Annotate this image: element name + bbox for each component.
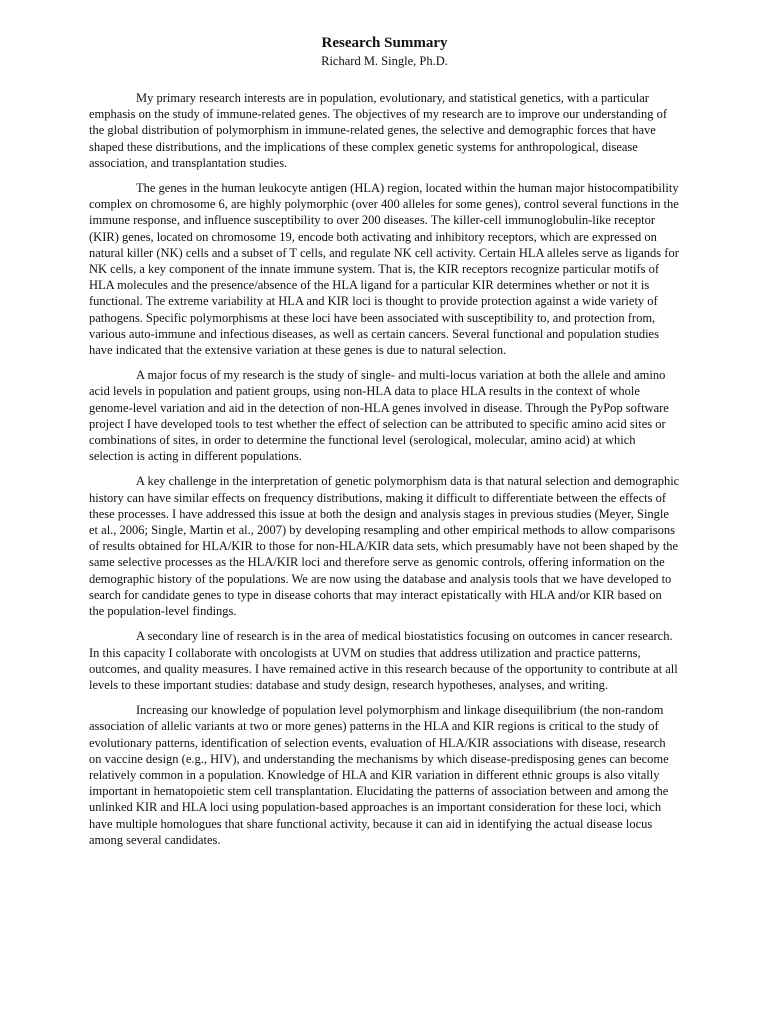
document-title: Research Summary [321, 35, 448, 51]
paragraph-research-interests: My primary research interests are in population, evolutionary, and statistical genetics, with a particular emphasis on the study of immune-related genes. The objectives of my research are to improve our understanding of the global distribution of polymorphism in immune-related genes, the selective and demographic forces that have shaped these distributions, and the implications of these complex genetic systems for anthropological, disease association, and transplantation studies. [89, 91, 668, 170]
paragraph-major-focus: A major focus of my research is the study of single- and multi-locus variation at both the allele and amino acid levels in population and patient groups, using non-HLA data to place HLA results in the context of whole genome-level variation and aid in the detection of non-HLA genes involved in disease. Through the PyPop software project I have developed tools to test whether the effect of selection can be attributed to specific amino acid sites or combinations of sites, in order to determine the functional level (serological, molecular, amino acid) at which selection is acting in different populations. [89, 368, 669, 464]
paragraph-key-challenge: A key challenge in the interpretation of genetic polymorphism data is that natural selection and demographic history can have similar effects on frequency distributions, making it difficult to differentiate between the effects of these processes. I have addressed this issue at both the design and analysis stages in previous studies (Meyer, Single et al., 2006; Single, Martin et al., 2007) by developing resampling and other empirical methods to allow comparisons of results obtained for HLA/KIR to those for non-HLA/KIR data sets, which presumably have not been shaped by the same selective processes as the HLA/KIR loci and therefore serve as genomic controls, offering information on the demographic history of the populations. We are now using the database and analysis tools that we have developed to search for candidate genes to type in disease cohorts that may interact epistatically with HLA and/or KIR based on the population-level findings. [89, 474, 680, 619]
paragraph-secondary-research: A secondary line of research is in the area of medical biostatistics focusing on outcomes in cancer research. In this capacity I collaborate with oncologists at UVM on studies that address utilization and practice patterns, outcomes, and quality measures. I have remained active in this research because of the opportunity to contribute at all levels to these important studies: database and study design, research hypotheses, analyses, and writing. [89, 629, 678, 692]
document-author: Richard M. Single, Ph.D. [321, 54, 448, 68]
document-body [89, 90, 680, 848]
paragraph-hla-kir-genes: The genes in the human leukocyte antigen (HLA) region, located within the human major histocompatibility complex on chromosome 6, are highly polymorphic (over 400 alleles for some genes), control several functions in the immune response, and influence susceptibility to over 200 diseases. The killer-cell immunoglobulin-like receptor (KIR) genes, located on chromosome 19, encode both activating and inhibitory receptors, which are expressed on natural killer (NK) cells and a subset of T cells, and regulate NK cell activity. Certain HLA alleles serve as ligands for NK cells, a key component of the innate immune system. That is, the KIR receptors recognize particular motifs of HLA molecules and the presence/absence of the HLA ligand for a particular KIR determines whether or not it is functional. The extreme variability at HLA and KIR loci is thought to provide protection against a wide variety of pathogens. Specific polymorphisms at these loci have been associated with susceptibility to, and protection from, various auto-immune and infectious diseases, as well as certain cancers. Several functional and population studies have indicated that the extensive variation at these genes is due to natural selection. [89, 181, 679, 358]
paragraph-increasing-knowledge: Increasing our knowledge of population level polymorphism and linkage disequilibrium (the non-random association of allelic variants at two or more genes) patterns in the HLA and KIR regions is critical to the study of evolutionary patterns, identification of selection events, evaluation of HLA/KIR associations with disease, research on vaccine design (e.g., HIV), and understanding the mechanisms by which disease-predisposing genes can become relatively common in a population. Knowledge of HLA and KIR variation in different ethnic groups is also vitally important in hematopoietic stem cell transplantation. Elucidating the patterns of association between and among the unlinked KIR and HLA loci using population-based approaches is an important consideration for these loci, which have multiple homologues that share functional activity, because it can aid in identifying the actual disease locus among several candidates. [89, 703, 669, 847]
